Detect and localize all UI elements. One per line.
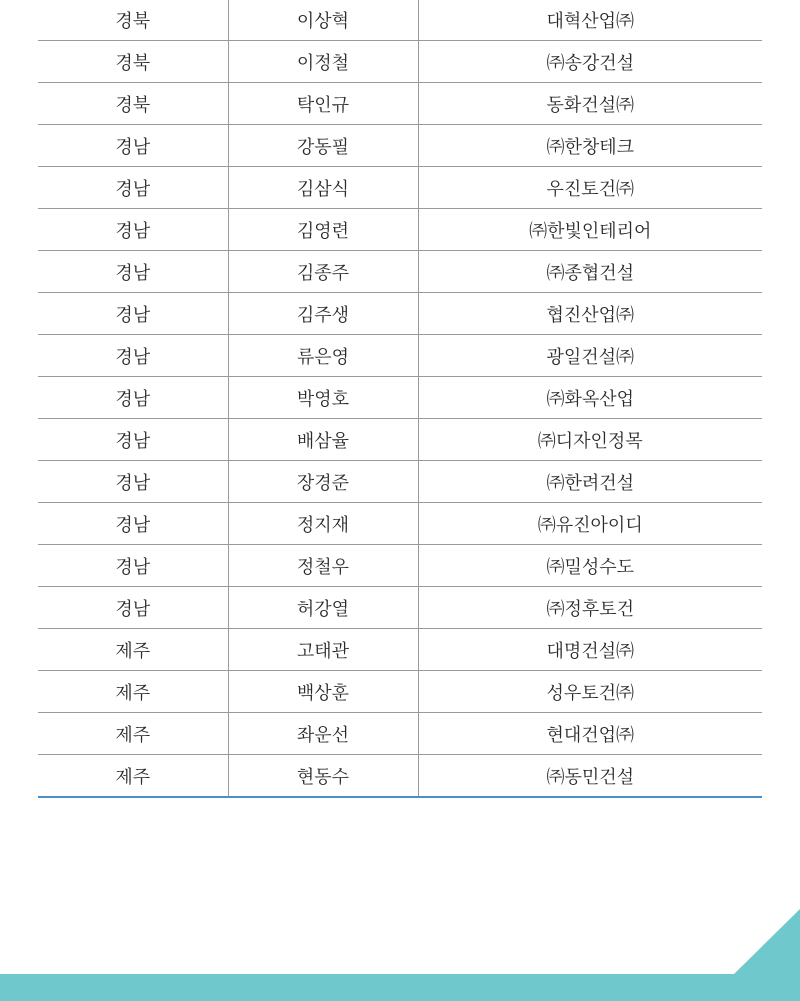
region-cell: 경남 xyxy=(38,419,228,461)
name-cell: 백상훈 xyxy=(228,671,418,713)
name-cell: 장경준 xyxy=(228,461,418,503)
member-table-body xyxy=(38,0,762,797)
table-row xyxy=(38,713,762,755)
table-row xyxy=(38,419,762,461)
table-row xyxy=(38,377,762,419)
table-row xyxy=(38,671,762,713)
name-cell: 이정철 xyxy=(228,41,418,83)
region-cell: 경북 xyxy=(38,0,228,41)
region-cell: 경남 xyxy=(38,377,228,419)
company-cell: ㈜송강건설 xyxy=(418,41,762,83)
table-row xyxy=(38,545,762,587)
company-cell: 대혁산업㈜ xyxy=(418,0,762,41)
table-row xyxy=(38,251,762,293)
table-row xyxy=(38,167,762,209)
region-cell: 제주 xyxy=(38,671,228,713)
table-row xyxy=(38,41,762,83)
corner-decoration xyxy=(734,909,800,974)
table-row xyxy=(38,335,762,377)
name-cell: 김종주 xyxy=(228,251,418,293)
table-row xyxy=(38,587,762,629)
region-cell: 경남 xyxy=(38,587,228,629)
name-cell: 정철우 xyxy=(228,545,418,587)
region-cell: 경남 xyxy=(38,167,228,209)
region-cell: 경북 xyxy=(38,83,228,125)
region-cell: 경남 xyxy=(38,461,228,503)
region-cell: 제주 xyxy=(38,755,228,798)
name-cell: 이상혁 xyxy=(228,0,418,41)
company-cell: 우진토건㈜ xyxy=(418,167,762,209)
company-cell: ㈜동민건설 xyxy=(418,755,762,798)
region-cell: 경남 xyxy=(38,209,228,251)
company-cell: 대명건설㈜ xyxy=(418,629,762,671)
region-cell: 제주 xyxy=(38,629,228,671)
name-cell: 배삼율 xyxy=(228,419,418,461)
region-cell: 경남 xyxy=(38,293,228,335)
name-cell: 현동수 xyxy=(228,755,418,798)
name-cell: 허강열 xyxy=(228,587,418,629)
table-row xyxy=(38,125,762,167)
company-cell: ㈜종협건설 xyxy=(418,251,762,293)
name-cell: 탁인규 xyxy=(228,83,418,125)
region-cell: 경북 xyxy=(38,41,228,83)
company-cell: ㈜밀성수도 xyxy=(418,545,762,587)
company-cell: 현대건업㈜ xyxy=(418,713,762,755)
company-cell: ㈜한창테크 xyxy=(418,125,762,167)
region-cell: 경남 xyxy=(38,545,228,587)
company-cell: ㈜한빛인테리어 xyxy=(418,209,762,251)
region-cell: 경남 xyxy=(38,503,228,545)
table-row xyxy=(38,629,762,671)
company-cell: ㈜한려건설 xyxy=(418,461,762,503)
name-cell: 좌운선 xyxy=(228,713,418,755)
name-cell: 김삼식 xyxy=(228,167,418,209)
company-cell: ㈜디자인정목 xyxy=(418,419,762,461)
table-row xyxy=(38,209,762,251)
name-cell: 김영련 xyxy=(228,209,418,251)
footer-band xyxy=(0,974,800,1001)
region-cell: 경남 xyxy=(38,335,228,377)
name-cell: 류은영 xyxy=(228,335,418,377)
table-row xyxy=(38,0,762,41)
table-row xyxy=(38,503,762,545)
company-cell: ㈜정후토건 xyxy=(418,587,762,629)
name-cell: 고태관 xyxy=(228,629,418,671)
company-cell: 성우토건㈜ xyxy=(418,671,762,713)
name-cell: 강동필 xyxy=(228,125,418,167)
member-table xyxy=(38,0,762,798)
region-cell: 경남 xyxy=(38,251,228,293)
region-cell: 경남 xyxy=(38,125,228,167)
company-cell: 광일건설㈜ xyxy=(418,335,762,377)
name-cell: 김주생 xyxy=(228,293,418,335)
table-row xyxy=(38,83,762,125)
name-cell: 박영호 xyxy=(228,377,418,419)
table-row xyxy=(38,461,762,503)
table-row xyxy=(38,755,762,798)
company-cell: ㈜화옥산업 xyxy=(418,377,762,419)
company-cell: 협진산업㈜ xyxy=(418,293,762,335)
company-cell: ㈜유진아이디 xyxy=(418,503,762,545)
company-cell: 동화건설㈜ xyxy=(418,83,762,125)
table-row xyxy=(38,293,762,335)
name-cell: 정지재 xyxy=(228,503,418,545)
region-cell: 제주 xyxy=(38,713,228,755)
member-table-container xyxy=(38,0,762,798)
